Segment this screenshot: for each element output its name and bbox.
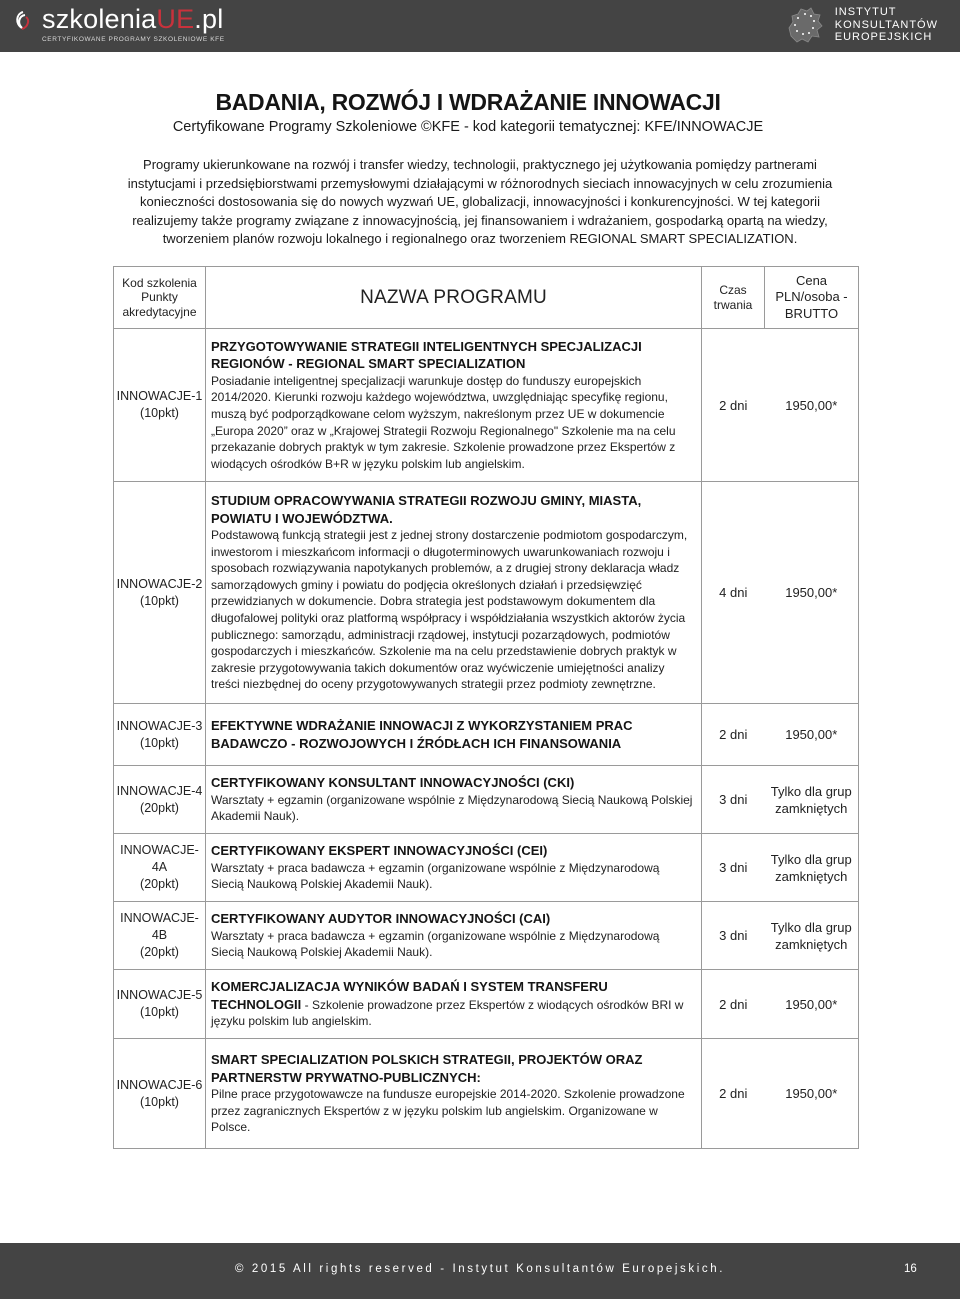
header-price-line-2: PLN/osoba - xyxy=(775,289,848,305)
row-program-cell xyxy=(206,1039,702,1149)
program-points: (10pkt) xyxy=(140,735,179,750)
header-price xyxy=(765,267,859,329)
program-price: 1950,00* xyxy=(765,482,859,704)
program-price: 1950,00* xyxy=(765,329,859,482)
program-title: KOMERCJALIZACJA WYNIKÓW BADAŃ I SYSTEM TRANSFERU TECHNOLOGII xyxy=(211,979,608,1012)
program-duration: 3 dni xyxy=(702,902,765,970)
table-row xyxy=(114,329,859,482)
header-price-line-3: BRUTTO xyxy=(784,305,839,321)
header-bar xyxy=(0,0,960,52)
header-code-line-1: Kod szkolenia xyxy=(122,275,197,290)
row-code-cell xyxy=(114,704,206,766)
row-code-cell xyxy=(114,766,206,834)
program-price: 1950,00* xyxy=(765,970,859,1039)
program-description: Posiadanie inteligentnej specjalizacji warunkuje dostęp do funduszy europejskich 2014/2020. Kierunki rozwoju każdego województwa, uwzględniając specyfikę regionu, muszą być podporządkowane celom wyższym, nakreślonym przez UE w dokumencie „Europa 2020” oraz w „Krajowej Strategii Rozwoju Regionalnego" Szkolenie ma na celu przekazanie dobrych praktyk w tym zakresie. Szkolenie prowadzone przez Ekspertów z wiodących ośrodków B+R w języku polskim lub angielskim. xyxy=(211,373,676,471)
row-code-cell xyxy=(114,482,206,704)
program-description: Podstawową funkcją strategii jest z jednej strony dostarczenie podmiotom gospodarczym, inwestorom i mieszkańcom informacji o długoterminowych uwarunkowaniach rozwoju i sposobach rozwiązywania napotykanych problemów, a z drugiej strony deklaracja władz samorządowych gminy i powiatu do podjęcia określonych działań i przedsięwzięć przewidzianych w dokumencie. Dobra strategia jest podstawowym dokumentem dla długofalowej polityki oraz platformą współpracy i współdziałania wszystkich aktorów życia publicznego: samorządu, administracji rządowej, instytucji pozarządowych, podmiotów gospodarczych i mieszkańców. Szkolenie ma na celu przedstawienie dobrych praktyk w zakresie przygotowywania takich dokumentów oraz wyćwiczenie umiejętności analizy treści niezbędnej do oceny przygotowywanych strategii przez podmioty zewnętrzne. xyxy=(211,528,688,692)
program-points: (10pkt) xyxy=(140,406,179,420)
table-header-row xyxy=(114,267,859,329)
institute-line-2: KONSULTANTÓW xyxy=(834,18,938,31)
row-code-cell xyxy=(114,834,206,902)
program-points: (10pkt) xyxy=(140,1005,179,1019)
program-inline-description: - Szkolenie prowadzone przez Ekspertów z wiodących ośrodków BRI w języku polskim lub angielskim. xyxy=(211,997,684,1029)
logo-text-main: szkolenia xyxy=(42,4,157,34)
header-duration-line-2: trwania xyxy=(713,297,753,312)
logo-text-suffix: .pl xyxy=(194,4,224,34)
row-program-cell xyxy=(206,766,702,834)
program-price: Tylko dla grup zamkniętych xyxy=(765,766,859,834)
program-title: CERTYFIKOWANY KONSULTANT INNOWACYJNOŚCI (CKI) xyxy=(211,775,575,791)
program-description: Warsztaty + egzamin (organizowane wspólnie z Międzynarodową Siecią Naukową Polskiej Akademii Nauk). xyxy=(211,792,693,824)
europe-map-icon xyxy=(783,6,827,46)
program-title: STUDIUM OPRACOWYWANIA STRATEGII ROZWOJU GMINY, MIASTA, POWIATU I WOJEWÓDZTWA. xyxy=(211,493,642,526)
szkoleniaue-logo[interactable] xyxy=(12,4,225,43)
program-duration: 3 dni xyxy=(702,834,765,902)
row-program-cell xyxy=(206,902,702,970)
program-description: Warsztaty + praca badawcza + egzamin (organizowane wspólnie z Międzynarodową Siecią Naukową Polskiej Akademii Nauk). xyxy=(211,860,660,892)
program-duration: 2 dni xyxy=(702,704,765,766)
page-number: 16 xyxy=(904,1263,917,1275)
row-code-cell xyxy=(114,970,206,1039)
institute-name xyxy=(835,6,938,44)
institute-line-1: INSTYTUT xyxy=(834,6,897,18)
logo-swirl-icon xyxy=(12,10,34,32)
row-program-cell xyxy=(206,970,702,1039)
program-duration: 2 dni xyxy=(702,970,765,1039)
program-price: 1950,00* xyxy=(765,1039,859,1149)
header-code xyxy=(114,267,206,329)
program-title: SMART SPECIALIZATION POLSKICH STRATEGII, PROJEKTÓW ORAZ PARTNERSTW PRYWATNO-PUBLICZNYCH: xyxy=(211,1052,643,1085)
program-price: Tylko dla grup zamkniętych xyxy=(765,834,859,902)
table-row xyxy=(114,834,859,902)
program-title: CERTYFIKOWANY EKSPERT INNOWACYJNOŚCI (CEI) xyxy=(211,843,548,859)
program-duration: 3 dni xyxy=(702,766,765,834)
program-points: (20pkt) xyxy=(140,800,179,815)
program-title: CERTYFIKOWANY AUDYTOR INNOWACYJNOŚCI (CAI) xyxy=(211,911,551,927)
header-price-line-1: Cena xyxy=(795,272,828,288)
program-points: (20pkt) xyxy=(140,877,179,891)
program-code: INNOWACJE-2 xyxy=(116,576,203,591)
row-code-cell xyxy=(114,329,206,482)
header-duration xyxy=(702,267,765,329)
page-title: BADANIA, ROZWÓJ I WDRAŻANIE INNOWACJI xyxy=(215,89,721,115)
table-row xyxy=(114,970,859,1039)
table-row xyxy=(114,766,859,834)
header-code-line-3: akredytacyjne xyxy=(122,304,197,319)
row-program-cell xyxy=(206,834,702,902)
footer-bar xyxy=(0,1243,960,1299)
table-row xyxy=(114,1039,859,1149)
table-row xyxy=(114,482,859,704)
program-description: Warsztaty + praca badawcza + egzamin (organizowane wspólnie z Międzynarodową Siecią Naukową Polskiej Akademii Nauk). xyxy=(211,928,660,960)
program-title: EFEKTYWNE WDRAŻANIE INNOWACJI Z WYKORZYSTANIEM PRAC BADAWCZO - ROZWOJOWYCH I ŹRÓDŁACH ICH FINANSOWANIA xyxy=(211,718,633,751)
header-code-line-2: Punkty xyxy=(141,290,178,305)
footer-copyright: © 2015 All rights reserved - Instytut Konsultantów Europejskich. xyxy=(234,1263,725,1275)
table-row xyxy=(114,902,859,970)
header-program-name: NAZWA PROGRAMU xyxy=(206,267,702,329)
program-duration: 4 dni xyxy=(702,482,765,704)
program-code: INNOWACJE-1 xyxy=(116,389,203,403)
program-points: (10pkt) xyxy=(140,593,179,608)
institute-logo[interactable] xyxy=(783,6,938,46)
program-code: INNOWACJE-4 xyxy=(116,783,203,798)
row-code-cell xyxy=(114,1039,206,1149)
row-program-cell xyxy=(206,482,702,704)
program-code: INNOWACJE-4A xyxy=(120,843,199,874)
programs-table xyxy=(113,266,859,1149)
logo-tagline: CERTYFIKOWANE PROGRAMY SZKOLENIOWE KFE xyxy=(42,36,225,43)
logo-text-accent: UE xyxy=(156,4,195,34)
institute-line-3: EUROPEJSKICH xyxy=(834,31,933,43)
table-row xyxy=(114,704,859,766)
program-duration: 2 dni xyxy=(702,329,765,482)
program-code: INNOWACJE-3 xyxy=(116,718,203,733)
row-code-cell xyxy=(114,902,206,970)
logo-wordmark xyxy=(12,4,225,34)
header-duration-line-1: Czas xyxy=(719,283,747,297)
program-price: 1950,00* xyxy=(765,704,859,766)
row-program-cell xyxy=(206,329,702,482)
program-code: INNOWACJE-6 xyxy=(116,1077,203,1092)
program-duration: 2 dni xyxy=(702,1039,765,1149)
program-description: Pilne prace przygotowawcze na fundusze europejskie 2014-2020. Szkolenie prowadzone przez zagranicznych Ekspertów z w języku polskim lub angielskim. Organizowane w Polsce. xyxy=(211,1087,685,1135)
page-subtitle: Certyfikowane Programy Szkoleniowe ©KFE - kod kategorii tematycznej: KFE/INNOWACJE xyxy=(172,119,764,135)
program-points: (10pkt) xyxy=(140,1094,179,1109)
program-points: (20pkt) xyxy=(140,945,179,959)
row-program-cell xyxy=(206,704,702,766)
program-price: Tylko dla grup zamkniętych xyxy=(765,902,859,970)
program-code: INNOWACJE-5 xyxy=(116,988,203,1002)
intro-paragraph: Programy ukierunkowane na rozwój i transfer wiedzy, technologii, praktycznego jej użytkowania pomiędzy partnerami instytucjami i przedsiębiorstwami przemysłowymi działającymi w różnorodnych sieciach innowacyjnych w celu zrozumienia konieczności dostosowania się do nowych wyzwań UE, globalizacji, innowacyjności i konkurencyjności. W tej kategorii realizujemy także programy związane z innowacyjnością, jej finansowaniem i wdrażaniem, gospodarką opartą na wiedzy, tworzeniem planów rozwoju lokalnego i regionalnego oraz tworzeniem REGIONAL SMART SPECIALIZATION. xyxy=(127,157,833,247)
program-code: INNOWACJE-4B xyxy=(120,911,199,942)
program-title: PRZYGOTOWYWANIE STRATEGII INTELIGENTNYCH SPECJALIZACJI REGIONÓW - REGIONAL SMART SPECIALIZATION xyxy=(211,338,642,372)
